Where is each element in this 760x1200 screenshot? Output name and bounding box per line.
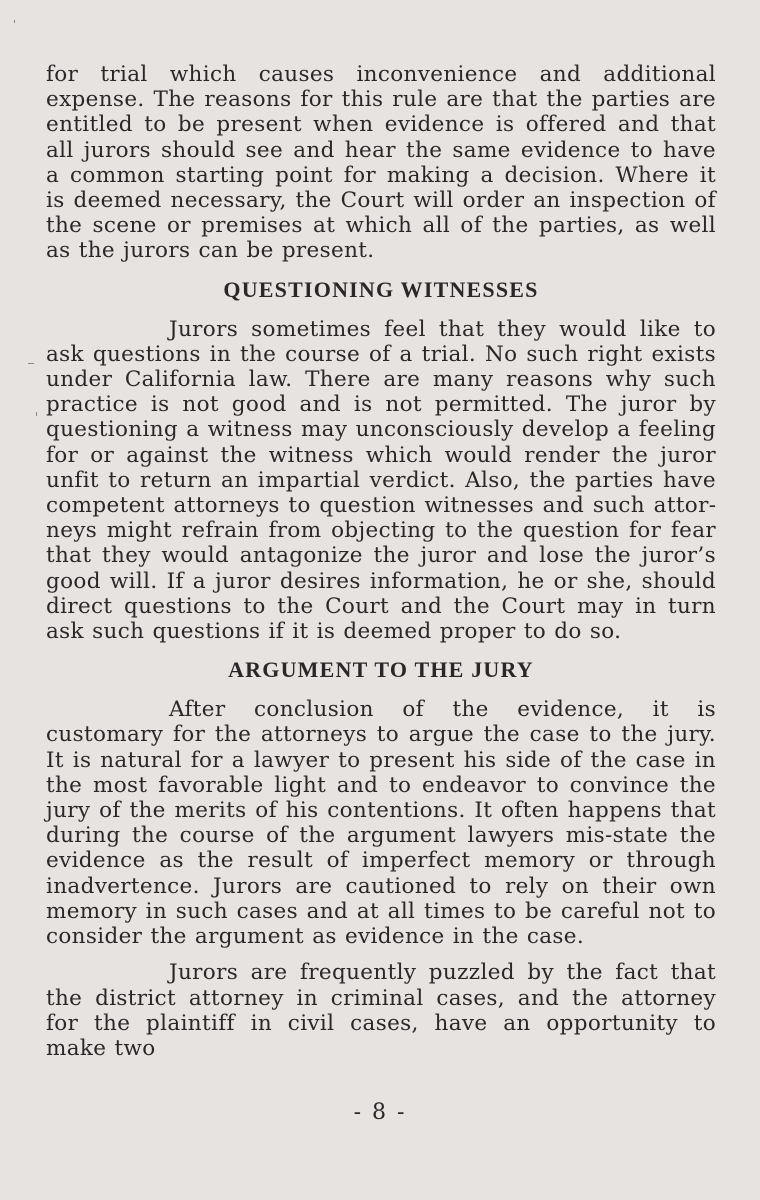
body-paragraph: Jurors sometimes feel that they would like to ask questions in the course of a trial. No such right exists under California law. There are many reasons why such practice is not good and is not permitted. The juror by questioning a witness may unconsciously develop a feeling for or against the witness which would render the juror unfit to return an impartial verdict. Also, the parties have competent attorneys to question witnesses and such attorneys might refrain from objecting to the question for fear that they would antagonize the juror and lose the juror’s good will. If a juror desires information, he or she, should direct questions to the Court and the Court may in turn ask such questions if it is deemed proper to do so. (46, 316, 716, 645)
document-page (46, 62, 716, 1061)
body-paragraph: After conclusion of the evidence, it is customary for the attorneys to argue the case to the jury. It is natural for a lawyer to present his side of the case in the most favorable light and to endeavor to convince the jury of the merits of his contentions. It often happens that during the course of the argument lawyers mis-state the evidence as the result of imperfect memory or through inadvertence. Jurors are cautioned to rely on their own memory in such cases and at all times to be careful not to consider the argument as evidence in the case. (46, 697, 716, 950)
margin-mark (36, 412, 37, 416)
section-heading-questioning-witnesses: QUESTIONING WITNESSES (223, 276, 539, 302)
page-number: - 8 - (353, 1100, 407, 1125)
paragraph-gap (46, 949, 716, 960)
body-paragraph: for trial which causes inconvenience and additional expense. The reasons for this rule are that the parties are entitled to be present when evidence is offered and that all jurors should see and hear the same evidence to have a common starting point for making a decision. Where it is deemed necessary, the Court will order an inspection of the scene or premises at which all of the parties, as well as the jurors can be present. (46, 62, 716, 264)
section-heading-argument-to-the-jury: ARGUMENT TO THE JURY (228, 657, 534, 683)
body-paragraph: Jurors are frequently puzzled by the fact that the district attorney in criminal cases, and the attorney for the plaintiff in civil cases, have an opportunity to make two (46, 960, 716, 1061)
margin-mark (14, 20, 15, 23)
margin-mark (28, 363, 34, 364)
